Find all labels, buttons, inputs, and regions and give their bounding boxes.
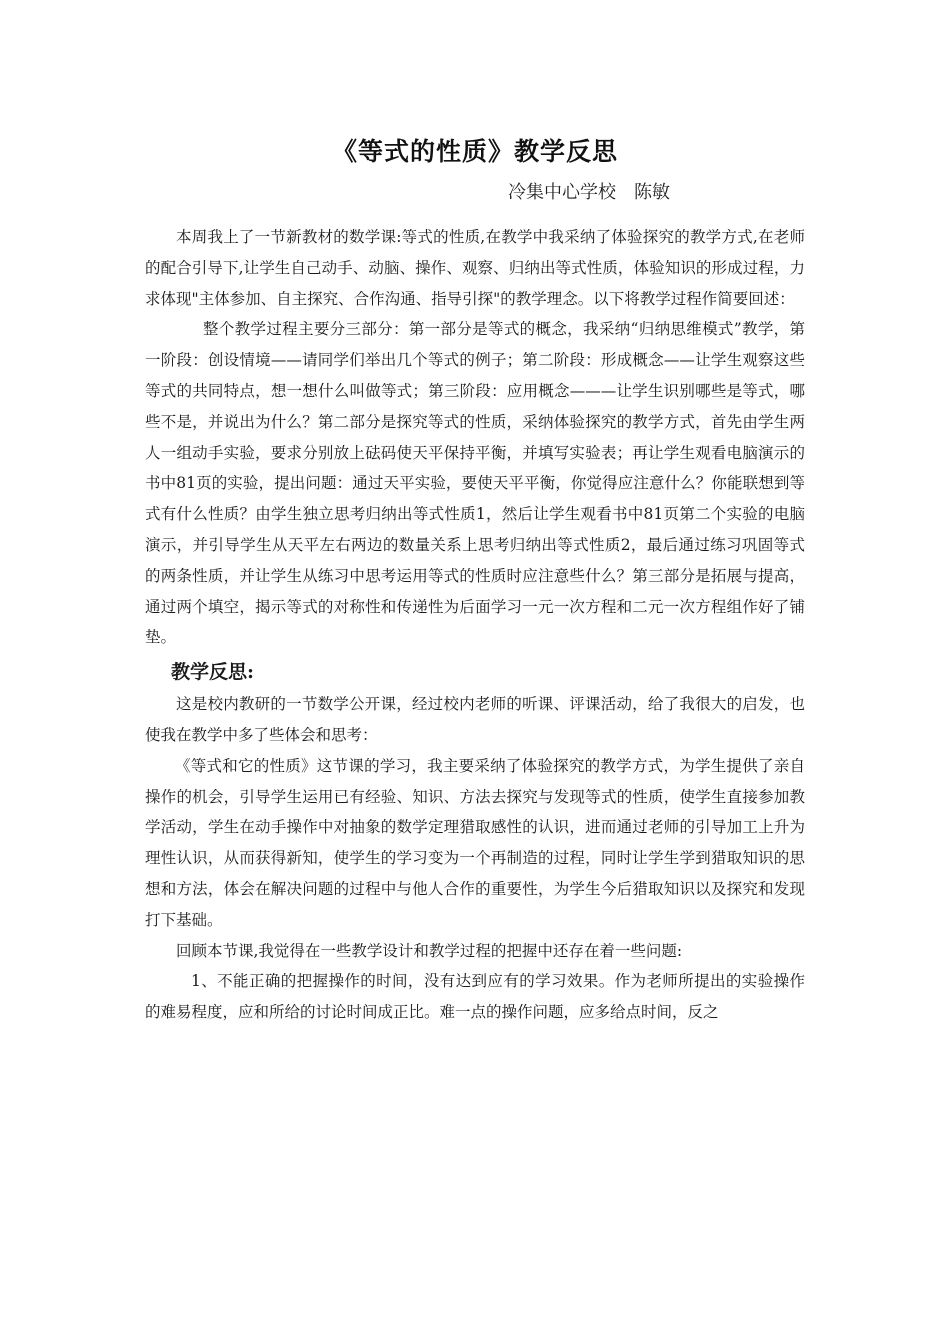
document-title: 《等式的性质》教学反思 (331, 137, 618, 166)
reflection-paragraph-4: 1、不能正确的把握操作的时间，没有达到应有的学习效果。作为老师所提出的实验操作的难易程度，应和所给的讨论时间成正比。难一点的操作问题，应多给点时间，反之 (145, 972, 805, 1022)
author-line: 冷集中心学校 陈敏 (508, 182, 670, 203)
reflection-heading: 教学反思: (171, 661, 255, 684)
process-paragraph: 整个教学过程主要分三部分：第一部分是等式的概念，我采纳“归纳思维模式”教学，第一阶段：创设情境——请同学们举出几个等式的例子；第二阶段：形成概念——让学生观察这些等式的共同特点，想一想什么叫做等式；第三阶段：应用概念———让学生识别哪些是等式，哪些不是，并说出为什么？第二部分是探究等式的性质，采纳体验探究的教学方式，首先由学生两人一组动手实验，要求分别放上砝码使天平保持平衡，并填写实验表；再让学生观看电脑演示的书中81页的实验，提出问题：通过天平实验，要使天平平衡，你觉得应注意什么？你能联想到等式有什么性质？由学生独立思考归纳出等式性质1，然后让学生观看书中81页第二个实验的电脑演示，并引导学生从天平左右两边的数量关系上思考归纳出等式性质2，最后通过练习巩固等式的两条性质，并让学生从练习中思考运用等式的性质时应注意些什么？第三部分是拓展与提高，通过两个填空，揭示等式的对称性和传递性为后面学习一元一次方程和二元一次方程组作好了铺垫。 (145, 320, 805, 647)
reflection-paragraph-2: 《等式和它的性质》这节课的学习，我主要采纳了体验探究的教学方式，为学生提供了亲自操作的机会，引导学生运用已有经验、知识、方法去探究与发现等式的性质，使学生直接参加教学活动，学生在动手操作中对抽象的数学定理猎取感性的认识，进而通过老师的引导加工上升为理性认识，从而获得新知，使学生的学习变为一个再制造的过程，同时让学生学到猎取知识的思想和方法，体会在解决问题的过程中与他人合作的重要性，为学生今后猎取知识以及探究和发现打下基础。 (145, 756, 805, 929)
intro-paragraph: 本周我上了一节新教材的数学课:等式的性质,在教学中我采纳了体验探究的教学方式,在老师的配合引导下,让学生自己动手、动脑、操作、观察、归纳出等式性质，体验知识的形成过程，力求体现"主体参加、自主探究、合作沟通、指导引探"的教学理念。以下将教学过程作简要回述： (145, 228, 805, 308)
document-body (145, 222, 805, 1028)
reflection-paragraph-1: 这是校内教研的一节数学公开课，经过校内老师的听课、评课活动，给了我很大的启发，也使我在教学中多了些体会和思考： (145, 695, 805, 744)
reflection-paragraph-3: 回顾本节课,我觉得在一些教学设计和教学过程的把握中还存在着一些问题: (176, 941, 683, 960)
